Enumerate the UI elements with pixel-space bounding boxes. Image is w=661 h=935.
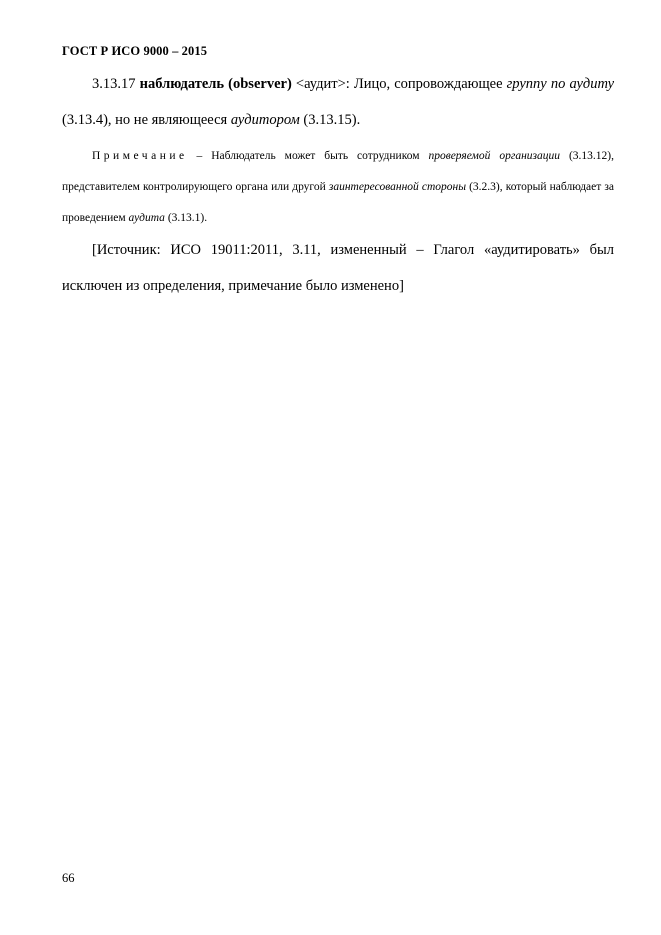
definition-text-1: Лицо, сопровождающее [353, 76, 503, 92]
term-reference: заинтересованной стороны [328, 181, 466, 193]
term-number: 3.13.17 [92, 76, 136, 92]
term-reference: группу по аудиту [506, 76, 615, 92]
note-dash: – [196, 150, 203, 162]
term-reference: проверяемой организации [428, 150, 561, 162]
definition-text-2: но не являющееся [115, 112, 228, 128]
term-reference: аудита [128, 212, 165, 224]
term-reference-number: (3.2.3), [469, 181, 503, 193]
term-domain: <аудит>: [295, 76, 350, 92]
term-name: наблюдатель (observer) [139, 76, 292, 92]
page-number: 66 [62, 871, 75, 885]
term-reference-number: (3.13.1). [167, 212, 208, 224]
term-note [62, 141, 614, 234]
note-label: Примечание [92, 150, 188, 162]
term-reference-number: (3.13.4), [62, 112, 112, 128]
term-reference: аудитором [230, 112, 300, 128]
term-definition [62, 66, 614, 138]
term-reference-number: (3.13.15). [303, 112, 361, 128]
note-text-2: представителем контролирующего органа или другой [62, 181, 326, 193]
note-text-3: который наблюдает за проведением [62, 181, 614, 224]
term-reference-number: (3.13.12), [568, 150, 614, 162]
document-header: ГОСТ Р ИСО 9000 – 2015 [62, 44, 208, 58]
source-reference: [Источник: ИСО 19011:2011, 3.11, измененный – Глагол «аудитировать» был исключен из определения, примечание было изменено] [62, 242, 614, 294]
note-text-1: Наблюдатель может быть сотрудником [211, 150, 420, 162]
